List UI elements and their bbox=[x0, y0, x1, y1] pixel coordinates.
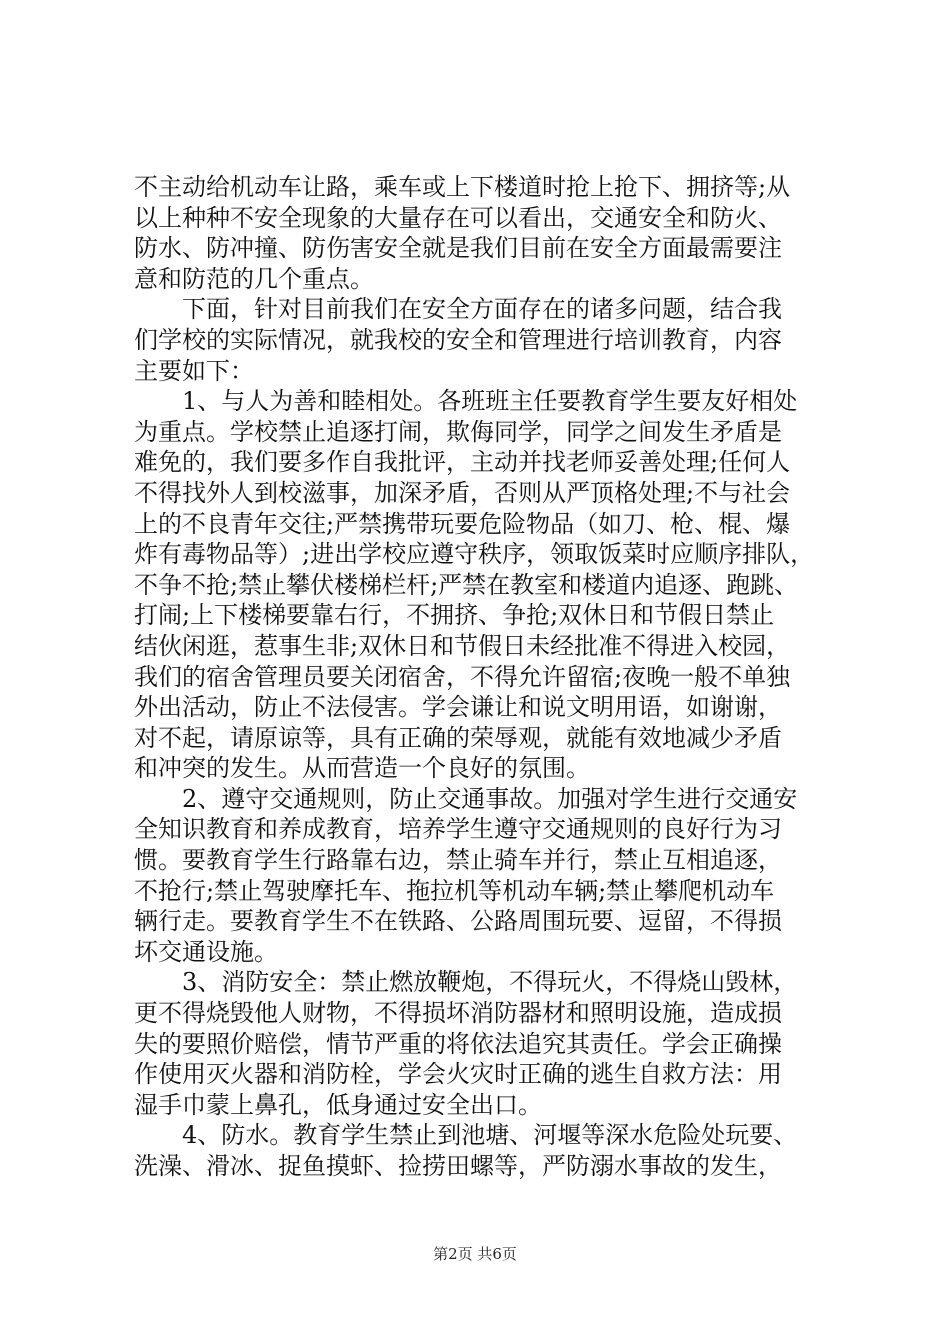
text-line: 失的要照价赔偿，情节严重的将依法追究其责任。学会正确操 bbox=[134, 1029, 782, 1058]
text-line: 下面，针对目前我们在安全方面存在的诸多问题，结合我 bbox=[134, 295, 782, 324]
text-line: 炸有毒物品等）;进出学校应遵守秩序，领取饭菜时应顺序排队， bbox=[134, 540, 815, 569]
text-line: 作使用灭火器和消防栓，学会火灾时正确的逃生自救方法：用 bbox=[134, 1060, 782, 1089]
text-line: 为重点。学校禁止追逐打闹，欺侮同学，同学之间发生矛盾是 bbox=[134, 417, 782, 446]
text-line: 难免的，我们要多作自我批评，主动并找老师妥善处理;任何人 bbox=[134, 448, 791, 477]
body-text bbox=[134, 172, 834, 1182]
text-line: 外出活动，防止不法侵害。学会谦让和说文明用语，如谢谢， bbox=[134, 693, 782, 722]
text-line: 湿手巾蒙上鼻孔，低身通过安全出口。 bbox=[134, 1090, 542, 1119]
text-line: 结伙闲逛，惹事生非;双休日和节假日未经批准不得进入校园， bbox=[134, 631, 791, 660]
text-line: 不得找外人到校滋事，加深矛盾，否则从严顶格处理;不与社会 bbox=[134, 478, 791, 507]
text-line: 们学校的实际情况，就我校的安全和管理进行培训教育，内容 bbox=[134, 325, 782, 354]
text-line: 不主动给机动车让路，乘车或上下楼道时抢上抢下、拥挤等;从 bbox=[134, 173, 791, 201]
text-line: 全知识教育和养成教育，培养学生遵守交通规则的良好行为习 bbox=[134, 815, 782, 844]
text-line: 洗澡、滑冰、捉鱼摸虾、捡捞田螺等，严防溺水事故的发生， bbox=[134, 1152, 782, 1180]
text-line: 不争不抢;禁止攀伏楼梯栏杆;严禁在教室和楼道内追逐、跑跳、 bbox=[134, 570, 799, 599]
text-line: 不抢行;禁止驾驶摩托车、拖拉机等机动车辆;禁止攀爬机动车 bbox=[134, 876, 775, 905]
text-line: 以上种种不安全现象的大量存在可以看出，交通安全和防火、 bbox=[134, 203, 782, 232]
text-line: 打闹;上下楼梯要靠右行，不拥挤、争抢;双休日和节假日禁止 bbox=[134, 601, 775, 630]
text-line: 防水、防冲撞、防伤害安全就是我们目前在安全方面最需要注 bbox=[134, 234, 782, 263]
text-line: 惯。要教育学生行路靠右边，禁止骑车并行，禁止互相追逐， bbox=[134, 846, 782, 875]
text-line: 坏交通设施。 bbox=[134, 937, 278, 966]
text-line: 和冲突的发生。从而营造一个良好的氛围。 bbox=[134, 754, 590, 783]
text-line: 更不得烧毁他人财物，不得损坏消防器材和照明设施，造成损 bbox=[134, 999, 782, 1028]
text-line: 主要如下： bbox=[134, 356, 254, 385]
page-footer: 第2页 共6页 bbox=[433, 1245, 517, 1263]
text-line: 4、防水。教育学生禁止到池塘、河堰等深水危险处玩要、 bbox=[134, 1121, 798, 1150]
text-line: 意和防范的几个重点。 bbox=[134, 264, 374, 293]
text-line: 辆行走。要教育学生不在铁路、公路周围玩要、逗留，不得损 bbox=[134, 907, 782, 936]
text-line: 上的不良青年交往;严禁携带玩要危险物品（如刀、枪、棍、爆 bbox=[134, 509, 791, 538]
text-line: 1、与人为善和睦相处。各班班主任要教育学生要友好相处 bbox=[134, 387, 798, 416]
text-line: 3、消防安全：禁止燃放鞭炮，不得玩火，不得烧山毁林， bbox=[134, 968, 798, 997]
text-line: 对不起，请原谅等，具有正确的荣辱观，就能有效地减少矛盾 bbox=[134, 723, 782, 752]
text-line: 2、遵守交通规则，防止交通事故。加强对学生进行交通安 bbox=[134, 784, 798, 813]
text-line: 我们的宿舍管理员要关闭宿舍，不得允许留宿;夜晚一般不单独 bbox=[134, 662, 791, 691]
